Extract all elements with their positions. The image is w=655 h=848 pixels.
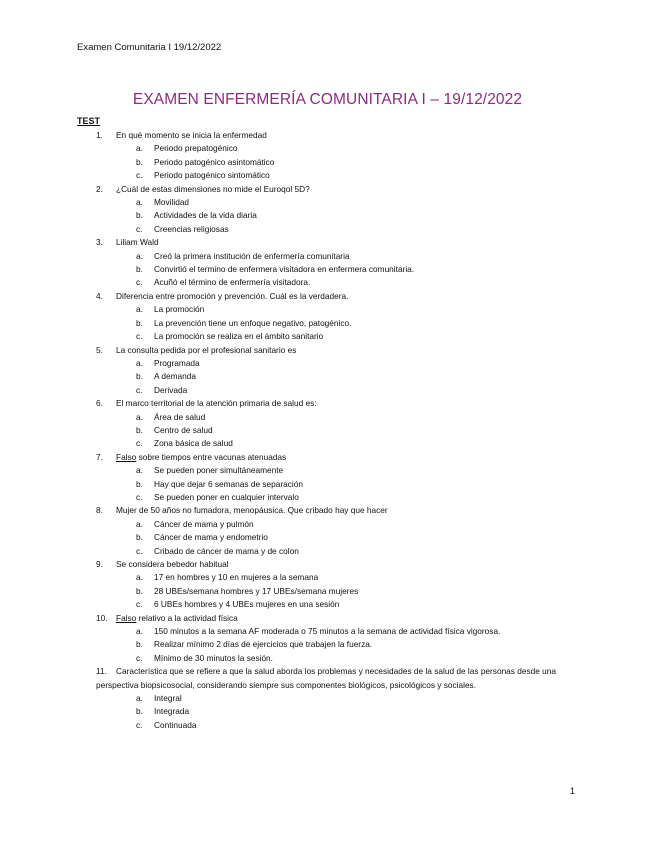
option-text: Actividades de la vida diaria — [154, 210, 257, 221]
option-letter: c. — [136, 545, 143, 556]
question-label-continuation: perspectiva biopsicosocial, considerando siempre sus componentes biológicos, psicológicos y sociales. — [96, 679, 477, 690]
question-text — [116, 504, 585, 517]
question-number: 6. — [96, 398, 103, 409]
option-letter: c. — [136, 331, 143, 342]
option-letter: b. — [136, 478, 143, 489]
option-letter: b. — [136, 585, 143, 596]
question-label: relativo a la actividad física — [136, 612, 238, 623]
answer-option — [0, 303, 655, 316]
option-text: 150 minutos a la semana AF moderada o 75 minutos a la semana de actividad física vigorosa. — [154, 626, 501, 637]
answer-option — [0, 531, 655, 544]
option-letter: c. — [136, 491, 143, 502]
option-text: Derivada — [154, 384, 188, 395]
option-letter: c. — [136, 438, 143, 449]
question-text — [116, 612, 585, 625]
answer-option — [0, 263, 655, 276]
option-letter: c. — [136, 223, 143, 234]
option-text: Creó la primera institución de enfermería comunitaria — [154, 250, 350, 261]
option-letter: a. — [136, 693, 143, 704]
question-number: 10. — [96, 612, 108, 623]
option-letter: a. — [136, 465, 143, 476]
question-text — [116, 344, 585, 357]
page-title: EXAMEN ENFERMERÍA COMUNITARIA I – 19/12/2022 — [132, 91, 523, 108]
option-letter: a. — [136, 626, 143, 637]
question — [0, 397, 655, 410]
option-letter: c. — [136, 652, 143, 663]
option-text: La promoción se realiza en el ámbito sanitario — [154, 331, 324, 342]
option-letter: c. — [136, 719, 143, 730]
option-letter: b. — [136, 706, 143, 717]
option-text: Integral — [154, 693, 182, 704]
option-letter: a. — [136, 357, 143, 368]
option-text: Movilidad — [154, 197, 190, 208]
question-text — [116, 451, 585, 464]
question-label: El marco territorial de la atención primaria de salud es: — [116, 398, 317, 409]
question — [0, 129, 655, 142]
option-letter: c. — [136, 384, 143, 395]
question — [0, 504, 655, 517]
question-label: Diferencia entre promoción y prevención. Cuál es la verdadera. — [116, 290, 349, 301]
question-text — [116, 183, 585, 196]
question-text — [116, 129, 585, 142]
option-text: Mínimo de 30 minutos la sesión. — [154, 652, 273, 663]
answer-option — [0, 357, 655, 370]
answer-option — [0, 330, 655, 343]
option-text: Se pueden poner simultáneamente — [154, 465, 284, 476]
option-letter: c. — [136, 599, 143, 610]
question-number: 11. — [96, 666, 107, 677]
option-letter: b. — [136, 639, 143, 650]
option-letter: a. — [136, 197, 143, 208]
option-letter: b. — [136, 210, 143, 221]
option-letter: b. — [136, 317, 143, 328]
question-list — [0, 129, 655, 732]
answer-option — [0, 585, 655, 598]
option-text: Realizar mínimo 2 días de ejercicios que trabajen la fuerza. — [154, 639, 373, 650]
option-text: Cáncer de mama y endometrio — [154, 532, 268, 543]
question-text-continuation — [0, 679, 655, 692]
answer-option — [0, 625, 655, 638]
option-letter: a. — [136, 250, 143, 261]
answer-option — [0, 491, 655, 504]
option-text: Integrada — [154, 706, 190, 717]
question-number: 2. — [96, 183, 103, 194]
answer-option — [0, 437, 655, 450]
option-text: Área de salud — [154, 411, 206, 422]
answer-option — [0, 156, 655, 169]
answer-option — [0, 196, 655, 209]
answer-option — [0, 142, 655, 155]
option-text: Periodo patogénico asintomático — [154, 156, 275, 167]
option-letter: b. — [136, 424, 143, 435]
question-text — [116, 397, 585, 410]
answer-option — [0, 250, 655, 263]
option-letter: b. — [136, 371, 143, 382]
answer-option — [0, 598, 655, 611]
question-number: 9. — [96, 559, 103, 569]
option-text: La promoción — [154, 304, 205, 315]
option-text: Cáncer de mama y pulmón — [154, 518, 254, 529]
answer-option — [0, 209, 655, 222]
answer-option — [0, 545, 655, 558]
answer-option — [0, 692, 655, 705]
question-number: 3. — [96, 237, 103, 248]
question — [0, 183, 655, 196]
option-text: Creencias religiosas — [154, 223, 229, 234]
option-text: Periodo prepatogénico — [154, 143, 238, 154]
option-letter: c. — [136, 170, 143, 181]
question-label: ¿Cuál de estas dimensiones no mide el Euroqol 5D? — [116, 183, 310, 194]
answer-option — [0, 223, 655, 236]
answer-option — [0, 638, 655, 651]
answer-option — [0, 169, 655, 182]
question-label: Liliam Wald — [116, 237, 159, 248]
option-text: Cribado de cáncer de mama y de colon — [154, 545, 299, 556]
answer-option — [0, 571, 655, 584]
question-number: 4. — [96, 290, 103, 301]
question-emphasis: Falso — [116, 612, 137, 623]
option-letter: b. — [136, 156, 143, 167]
option-letter: a. — [136, 304, 143, 315]
page-number: 1 — [570, 786, 576, 796]
question-label: Se considera bebedor habitual — [116, 559, 229, 569]
answer-option — [0, 478, 655, 491]
answer-option — [0, 411, 655, 424]
option-text: 6 UBEs hombres y 4 UBEs mujeres en una sesión — [154, 599, 340, 610]
question-number: 1. — [96, 130, 103, 140]
answer-option — [0, 464, 655, 477]
option-text: 28 UBEs/semana hombres y 17 UBEs/semana mujeres — [154, 585, 359, 596]
question-label: La consulta pedida por el profesional sanitario es — [116, 344, 297, 355]
answer-option — [0, 705, 655, 718]
option-letter: b. — [136, 264, 143, 275]
answer-option — [0, 652, 655, 665]
question-text — [116, 236, 585, 249]
answer-option — [0, 518, 655, 531]
option-letter: c. — [136, 277, 143, 288]
answer-option — [0, 276, 655, 289]
question — [0, 558, 655, 571]
question-text — [116, 665, 585, 678]
answer-option — [0, 317, 655, 330]
question — [0, 290, 655, 303]
question — [0, 612, 655, 625]
question — [0, 451, 655, 464]
option-text: Centro de salud — [154, 424, 213, 435]
option-text: 17 en hombres y 10 en mujeres a la semana — [154, 572, 319, 583]
option-text: La prevención tiene un enfoque negativo, patogénico. — [154, 317, 352, 328]
option-text: Convirtió el termino de enfermera visitadora en enfermera comunitaria. — [154, 264, 415, 275]
option-text: Zona básica de salud — [154, 438, 233, 449]
option-text: Periodo patogénico sintomático — [154, 170, 270, 181]
option-text: A demanda — [154, 371, 196, 382]
question-emphasis: Falso — [116, 451, 137, 462]
question-text — [116, 558, 585, 571]
question — [0, 236, 655, 249]
question — [0, 665, 655, 678]
question-number: 5. — [96, 344, 103, 355]
option-letter: a. — [136, 143, 143, 154]
question-number: 8. — [96, 505, 103, 516]
option-text: Acuñó el término de enfermería visitadora. — [154, 277, 311, 288]
option-text: Continuada — [154, 719, 197, 730]
option-text: Programada — [154, 357, 200, 368]
question-number: 7. — [96, 451, 103, 462]
question-label: En qué momento se inicia la enfermedad — [116, 130, 267, 140]
question-label: Característica que se refiere a que la salud aborda los problemas y necesidades de la salud de las personas desde una — [116, 666, 557, 677]
option-text: Hay que dejar 6 semanas de separación — [154, 478, 303, 489]
option-letter: a. — [136, 518, 143, 529]
answer-option — [0, 424, 655, 437]
question-label: sobre tiempos entre vacunas atenuadas — [136, 451, 287, 462]
question — [0, 344, 655, 357]
option-letter: a. — [136, 572, 143, 583]
option-letter: a. — [136, 411, 143, 422]
section-heading: TEST — [77, 116, 101, 126]
page-header: Examen Comunitaria I 19/12/2022 — [77, 42, 222, 53]
question-text — [116, 290, 585, 303]
option-text: Se pueden poner en cualquier intervalo — [154, 491, 299, 502]
answer-option — [0, 370, 655, 383]
option-letter: b. — [136, 532, 143, 543]
answer-option — [0, 384, 655, 397]
question-label: Mujer de 50 años no fumadora, menopáusica. Que cribado hay que hacer — [116, 505, 388, 516]
answer-option — [0, 719, 655, 732]
